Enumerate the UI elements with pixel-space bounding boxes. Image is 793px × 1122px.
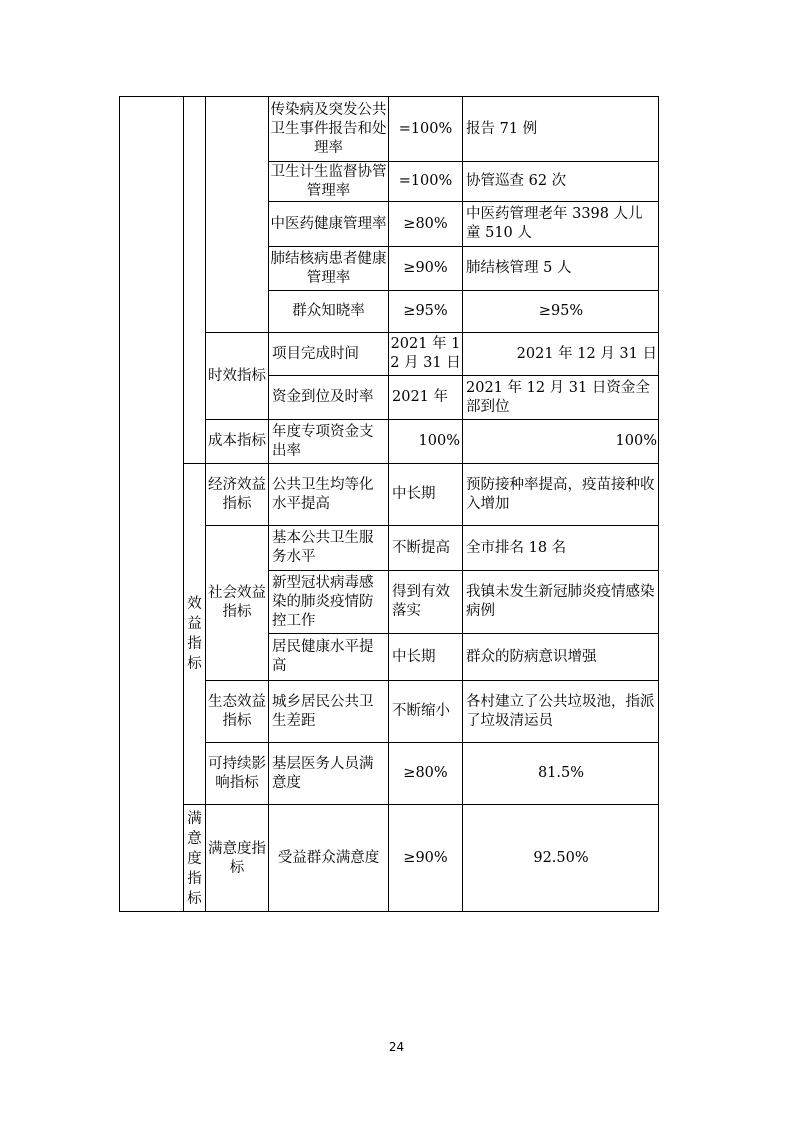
table-row-actual: ≥95%	[538, 303, 584, 319]
table-row-target: 2021 年	[392, 389, 449, 405]
table-row-target: 2021 年 12 月 31 日	[390, 336, 461, 371]
table-row-target: ≥95%	[403, 303, 448, 319]
table-row-actual: 2021 年 12 月 31 日资金全部到位	[466, 379, 650, 415]
table-row-indicator: 中医药健康管理率	[270, 215, 387, 232]
table-row-actual: 协管巡查 62 次	[466, 173, 567, 189]
table-row-target: 不断缩小	[392, 703, 450, 719]
table-row-indicator: 卫生计生监督协管管理率	[270, 163, 387, 199]
table-row-actual: 92.50%	[533, 850, 589, 866]
table-row-actual: 全市排名 18 名	[466, 539, 567, 556]
table-row-indicator: 受益群众满意度	[277, 850, 380, 866]
table-row-indicator: 资金到位及时率	[272, 389, 374, 405]
table-row-target: ≥80%	[403, 215, 448, 232]
category-sustainable-impact: 可持续影响指标	[208, 755, 266, 791]
table-row-actual: 2021 年 12 月 31 日	[516, 345, 657, 362]
table-row-actual: 中医药管理老年 3398 人儿童 510 人	[466, 206, 643, 241]
table-row-indicator: 居民健康水平提高	[272, 639, 374, 674]
table-row-indicator: 城乡居民公共卫生差距	[272, 693, 374, 729]
table-row-target: =100%	[398, 120, 453, 137]
table-row-indicator: 项目完成时间	[272, 345, 359, 362]
table-row-actual: 肺结核管理 5 人	[466, 260, 572, 276]
table-row-actual: 各村建立了公共垃圾池，指派了垃圾清运员	[466, 693, 655, 729]
table-row-target: 不断提高	[392, 539, 450, 556]
primary-category-benefit: 效益指标	[187, 596, 202, 672]
category-cost: 成本指标	[208, 433, 266, 449]
category-satisfaction: 满意度指标	[208, 840, 266, 876]
table-row-target: ≥80%	[403, 765, 448, 781]
table-row-target: 中长期	[392, 486, 436, 502]
table-row-target: ≥90%	[403, 850, 448, 866]
table-row-target: 100%	[418, 433, 460, 449]
table-row-indicator: 基层医务人员满意度	[272, 755, 374, 791]
table-row-indicator: 传染病及突发公共卫生事件报告和处理率	[270, 101, 387, 156]
table-row-target: 中长期	[392, 648, 436, 665]
page-number: 24	[388, 1040, 405, 1054]
table-row-actual: 群众的防病意识增强	[466, 648, 597, 665]
table-row-indicator: 肺结核病患者健康管理率	[270, 250, 387, 286]
table-row-indicator: 公共卫生均等化水平提高	[272, 476, 374, 512]
table-row-target: 得到有效落实	[392, 584, 450, 619]
primary-category-satisfaction: 满意度指标	[187, 810, 202, 907]
table-row-indicator: 新型冠状病毒感染的肺炎疫情防控工作	[272, 574, 374, 629]
table-row-target: ≥90%	[403, 260, 448, 276]
category-social-benefit: 社会效益指标	[208, 585, 266, 620]
category-economic-benefit: 经济效益指标	[208, 476, 266, 512]
table-row-actual: 我镇未发生新冠肺炎疫情感染病例	[466, 584, 655, 619]
table-row-actual: 预防接种率提高，疫苗接种收入增加	[466, 476, 655, 512]
table-row-actual: 报告 71 例	[466, 120, 538, 137]
table-row-indicator: 基本公共卫生服务水平	[272, 530, 374, 565]
table-row-target: =100%	[398, 173, 453, 189]
table-row-indicator: 年度专项资金支出率	[272, 423, 374, 459]
table-row-indicator: 群众知晓率	[292, 303, 365, 319]
table-row-actual: 100%	[615, 433, 657, 449]
category-timeliness: 时效指标	[208, 367, 266, 384]
indicator-table	[119, 96, 659, 912]
table-row-actual: 81.5%	[537, 765, 585, 781]
category-ecological-benefit: 生态效益指标	[208, 693, 266, 729]
